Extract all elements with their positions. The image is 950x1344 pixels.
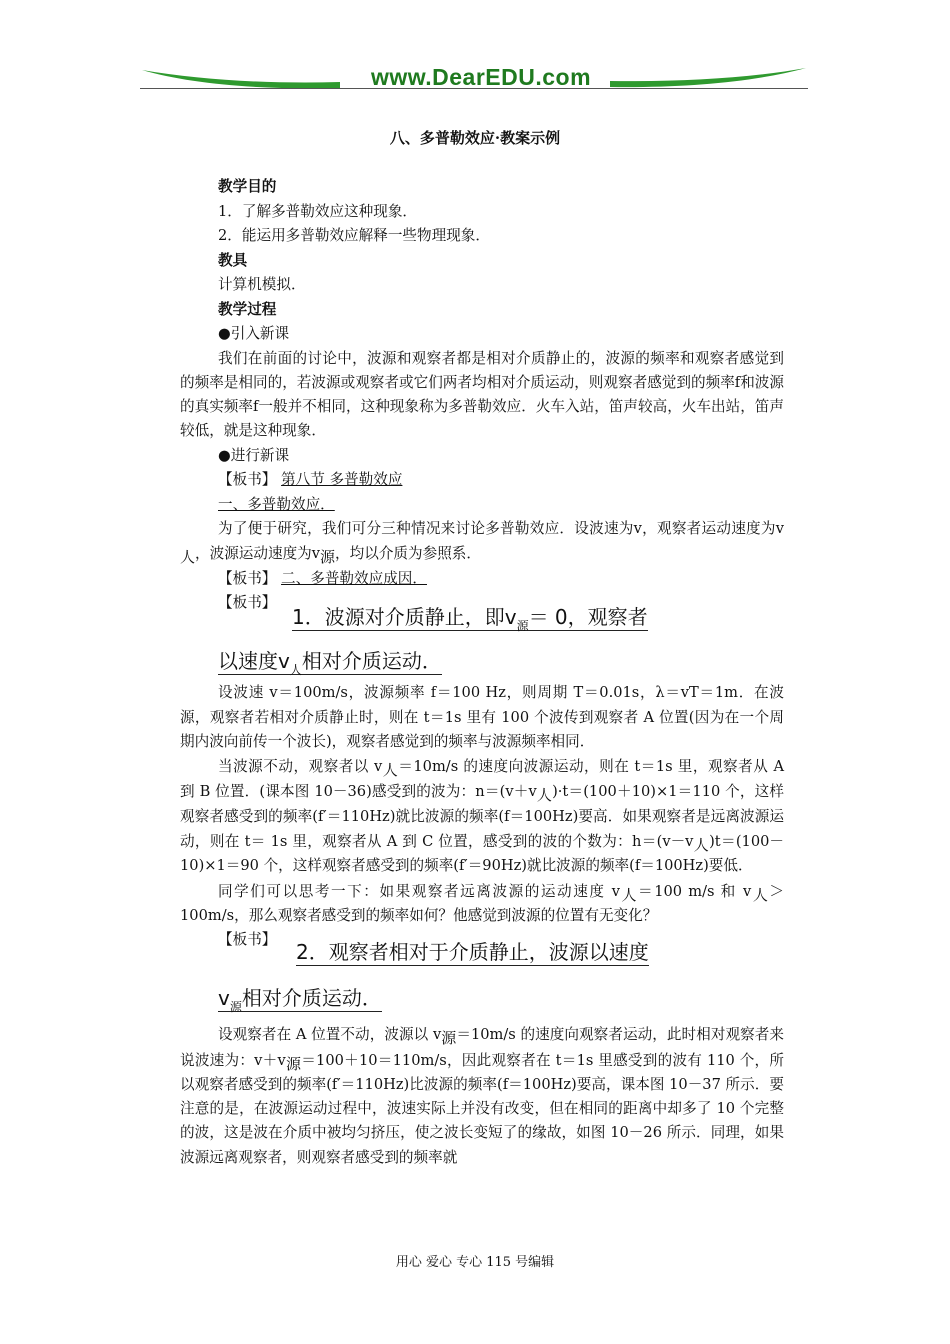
header-rule: [140, 88, 808, 89]
board-label: 【板书】: [218, 931, 277, 949]
board-note-1: [180, 468, 784, 493]
board-text-2: 二、多普勒效应成因．: [281, 569, 427, 587]
board-text-1: 第八节 多普勒效应: [281, 471, 403, 489]
page-title: 八、多普勒效应·教案示例: [389, 129, 561, 147]
newclass-bullet: ●进行新课: [218, 446, 290, 464]
intro-bullet: ●引入新课: [218, 325, 290, 342]
section-heading-goal: 教学目的: [218, 178, 277, 195]
case-2-line-2: $v_源$相对介质运动．: [218, 982, 382, 1012]
section-heading-process: 教学过程: [218, 300, 277, 318]
paragraph-setup: 为了便于研究，我们可分三种情况来讨论多普勒效应．设波速为v，观察者运动速度为v人，波源运动速度为v源，均以介质为参照系．: [180, 520, 784, 567]
case-1-line-1: 1．波源对介质静止，即$v_源= 0$，观察者: [292, 601, 648, 631]
paragraph-source-moving: 设观察者在 A 位置不动，波源以 v源＝10m/s 的速度向观察者运动，此时相对观察者来说波速为：v＋v源＝100＋10＝110m/s，因此观察者在 t＝1s 里感受到的波有 110 个，所以观察者感受到的频率(f′＝110Hz)比波源的频率(f＝100Hz)要高，课本图 10－37 所示．要注意的是，在波源运动过程中，波速实际上并没有改变，但在相同的距离中却多了 10 个完整的波，这是波在介质中被均匀挤压，使之波长变短了的缘故，如图 10－26 所示．同理，如果波源远离观察者，则观察者感受到的频率就: [180, 1026, 784, 1166]
page-footer: 用心 爱心 专心 115 号编辑: [395, 1255, 555, 1270]
board-case-1: [180, 591, 784, 678]
section-heading-tools: 教具: [218, 251, 248, 269]
board-label: 【板书】: [218, 569, 277, 587]
board-label: 【板书】: [218, 471, 277, 489]
section-doppler-text: 一、多普勒效应．: [218, 495, 335, 513]
tools-text: 计算机模拟．: [218, 276, 306, 293]
paragraph-example-1: 设波速 v＝100m/s，波源频率 f＝100 Hz，则周期 T＝0.01s，λ＝vT＝1m．在波源，观察者若相对介质静止时，则在 t＝1s 里有 100 个波传到观察者 A 位置(因为在一个周期内波向前传一个波长)，观察者感觉到的频率与波源频率相同．: [180, 684, 784, 750]
goal-item-2: 2．能运用多普勒效应解释一些物理现象．: [218, 227, 490, 244]
board-case-2: [180, 928, 784, 1015]
right-swoosh: [610, 68, 806, 87]
board-label: 【板书】: [218, 594, 277, 612]
left-swoosh: [142, 70, 340, 88]
paragraph-intro: 我们在前面的讨论中，波源和观察者都是相对介质静止的，波源的频率和观察者感觉到的频率是相同的，若波源或观察者或它们两者均相对介质运动，则观察者感觉到的频率f和波源的真实频率f一般并不相同，这种现象称为多普勒效应．火车入站，笛声较高，火车出站，笛声较低，就是这种现象．: [180, 349, 784, 440]
paragraph-observer-moving: 当波源不动，观察者以 v人＝10m/s 的速度向波源运动，则在 t＝1s 里，观察者从 A 到 B 位置．(课本图 10－36)感受到的波为：n＝(v＋v人)·t＝(100＋10)×1＝110 个，这样观察者感受到的频率(f′＝110Hz)就比波源的频率(f＝100Hz)要高．如果观察者是远离波源运动，则在 t＝ 1s 里，观察者从 A 到 C 位置，感受到的波的个数为：h＝(v－v人)t＝(100－10)×1＝90 个，这样观察者感受到的频率(f′＝90Hz)就比波源的频率(f＝100Hz)要低．: [180, 758, 785, 875]
header-banner: [140, 62, 808, 98]
section-doppler: [180, 493, 784, 518]
board-note-2: [180, 567, 784, 592]
site-logo[interactable]: www.DearEDU.com: [370, 64, 592, 90]
goal-item-1: 1．了解多普勒效应这种现象．: [218, 202, 418, 220]
document-body: [180, 175, 784, 1170]
paragraph-question: 同学们可以思考一下：如果观察者远离波源的运动速度 v人＝100 m/s 和 v人＞100m/s，那么观察者感受到的频率如何？他感觉到波源的位置有无变化？: [180, 882, 784, 924]
case-1-line-2: 以速度$v_人$相对介质运动．: [218, 645, 442, 675]
case-2-line-1: 2．观察者相对于介质静止，波源以速度: [296, 936, 649, 966]
